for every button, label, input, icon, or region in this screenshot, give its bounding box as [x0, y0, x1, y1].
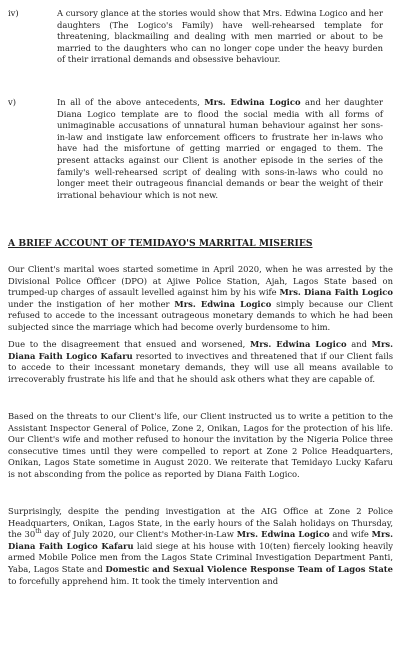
- list-item-number: iv): [8, 8, 19, 18]
- paragraph-marital-woes: [8, 264, 393, 334]
- bold-name: Mrs. Diana Faith Logico Kafaru: [8, 339, 393, 361]
- paragraph-siege: [8, 506, 393, 587]
- bold-name: Domestic and Sexual Violence Response Team of Lagos State: [105, 563, 393, 574]
- bold-name: Mrs. Edwina Logico: [174, 298, 272, 309]
- text-run: resorted to invectives and threatened that if our Client fails to accede to their incessant monetary demands, they will use all means available to irrecoverably frustrate his life and that he should ask others what they are capable of.: [8, 350, 393, 384]
- text-run: to forcefully apprehend him. It took the timely intervention and: [8, 575, 279, 586]
- list-item-text: [57, 97, 383, 201]
- text-run: under the instigation of her mother: [8, 298, 175, 309]
- section-heading: A BRIEF ACCOUNT OF TEMIDAYO'S MARRITAL MISERIES: [8, 238, 313, 249]
- bold-name: Mrs. Edwina Logico: [204, 97, 301, 107]
- list-item-text: [57, 8, 383, 66]
- text-run: In all of the above antecedents,: [57, 97, 205, 107]
- text-run: Surprisingly, despite the pending investigation at the AIG Office at Zone 2 Police Headquarters, Onikan, Lagos State, in the early hours of the Salah holidays on Thursday, the 30: [8, 506, 393, 540]
- bold-name: Mrs. Edwina Logico: [236, 529, 330, 540]
- list-item-number: v): [8, 97, 16, 107]
- text-run: Based on the threats to our Client's life, our Client instructed us to write a petition to the Assistant Inspector General of Police, Zone 2, Onikan, Lagos for the protection of his life. Our Client's wife and mother refused to honour the invitation by the Nigeria Police three consecutive times until they were compelled to report at Zone 2 Police Headquarters, Onikan, Lagos State sometime in August 2020. We reiterate that Temidayo Lucky Kafaru is not absconding from the police as reported by Diana Faith Logico.: [8, 411, 393, 479]
- text-run: and her daughter Diana Logico template are to flood the social media with all forms of unimaginable accusations of unnatural human behaviour against her sons-in-law and instigate law enforcement officers to frustrate her in-laws who have had the misfortune of getting married or engaged to them. The present attacks against our Client is another episode in the series of the family's well-rehearsed script of dealing with sons-in-laws who could no longer meet their outrageous financial demands or bear the weight of their irrational behaviour which is not new.: [57, 97, 383, 200]
- bold-name: Mrs. Edwina Logico: [250, 339, 347, 349]
- text-run: laid siege at his house with 10(ten) fiercely looking heavily armed Mobile Police men from the Lagos State Criminal Investigation Department Panti, Yaba, Lagos State and: [8, 540, 394, 574]
- text-run: and wife: [329, 529, 372, 540]
- paragraph-threats: [8, 411, 393, 481]
- text-run: day of July 2020, our Client's Mother-in-Law: [41, 529, 237, 540]
- ordinal-suffix: th: [35, 528, 42, 536]
- bold-name: Mrs. Diana Faith Logico Kafaru: [8, 529, 393, 551]
- text-run: simply because our Client refused to accede to the incessant outrageous monetary demands to which he had been subjected since the marriage which had become overly burdensome to him.: [8, 298, 393, 332]
- text-run: Our Client's marital woes started sometime in April 2020, when he was arrested by the Divisional Police Officer (DPO) at Ajiwe Police Station, Ajah, Lagos State based on trumped-up charges of assault levelled against him by his wife: [8, 264, 393, 298]
- bold-name: Mrs. Diana Faith Logico: [279, 287, 393, 298]
- text-run: A cursory glance at the stories would show that Mrs. Edwina Logico and her daughters (The Logico's Family) have well-rehearsed template for threatening, blackmailing and dealing with men married or about to be married to the daughters who can no longer cope under the heavy burden of their irrational demands and obsessive behaviour.: [57, 8, 383, 65]
- paragraph-disagreement: [8, 339, 393, 385]
- text-run: Due to the disagreement that ensued and worsened,: [8, 339, 250, 349]
- text-run: and: [346, 339, 372, 349]
